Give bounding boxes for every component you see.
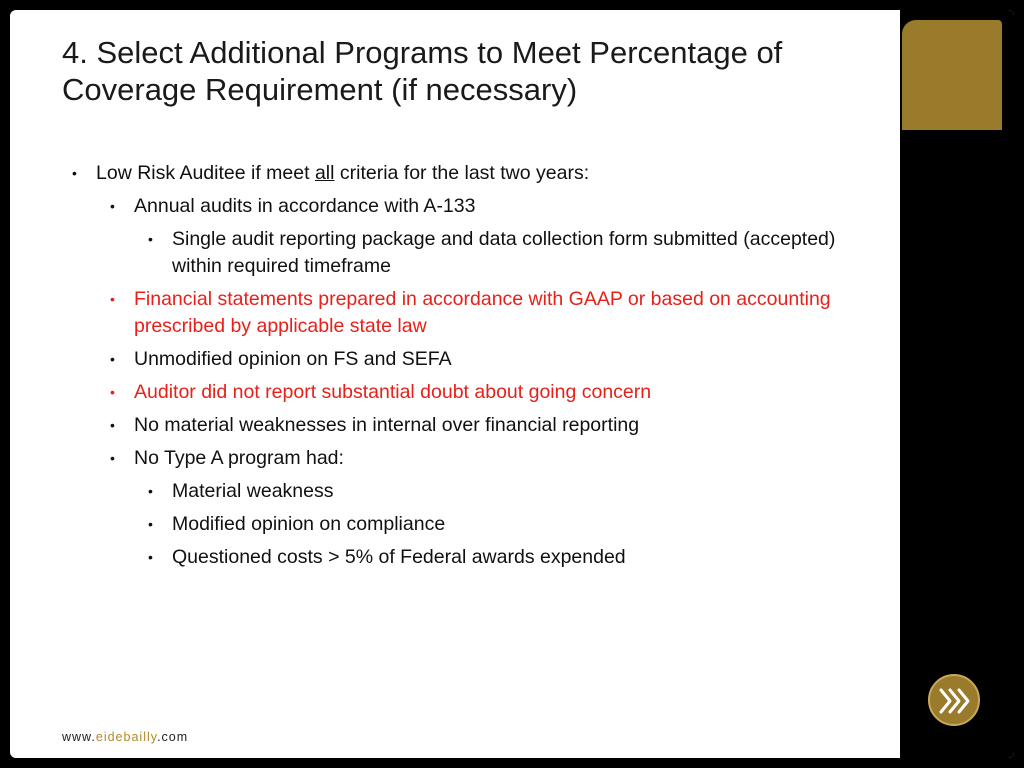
bullet-intro: [62, 160, 862, 187]
footer-brand: eidebailly: [95, 730, 158, 744]
slide-title: 4. Select Additional Programs to Meet Percentage of Coverage Requirement (if necessary): [62, 35, 783, 107]
bullet-modified-opinion: • Modified opinion on compliance: [138, 511, 862, 538]
side-gold-tab: [902, 20, 1002, 130]
bullet-financial-statements: • Financial statements prepared in accordance with GAAP or based on accounting prescribed by applicable state law: [100, 286, 862, 340]
footer-prefix: www.: [62, 730, 96, 744]
next-slide-button[interactable]: [928, 674, 980, 726]
intro-after: criteria for the last two years:: [334, 162, 590, 184]
footer-suffix: .com: [157, 730, 189, 744]
bullet-material-weakness: • Material weakness: [138, 478, 862, 505]
bullet-unmodified-opinion: • Unmodified opinion on FS and SEFA: [100, 346, 862, 373]
intro-before: Low Risk Auditee if meet: [96, 162, 315, 184]
chevron-right-triple-icon: [938, 686, 972, 716]
bullet-annual-audits: • Annual audits in accordance with A-133: [100, 193, 862, 220]
bullet-going-concern: • Auditor did not report substantial doubt about going concern: [100, 379, 862, 406]
bullet-single-audit: • Single audit reporting package and data collection form submitted (accepted) within required timeframe: [138, 226, 862, 280]
bullet-list: [62, 160, 862, 577]
bullet-type-a: • No Type A program had:: [100, 445, 862, 472]
intro-emphasis: all: [314, 162, 335, 184]
bullet-questioned-costs: • Questioned costs > 5% of Federal awards expended: [138, 544, 862, 571]
slide: [10, 10, 1014, 758]
bullet-material-weaknesses: • No material weaknesses in internal over financial reporting: [100, 412, 862, 439]
footer-url[interactable]: [62, 730, 188, 744]
